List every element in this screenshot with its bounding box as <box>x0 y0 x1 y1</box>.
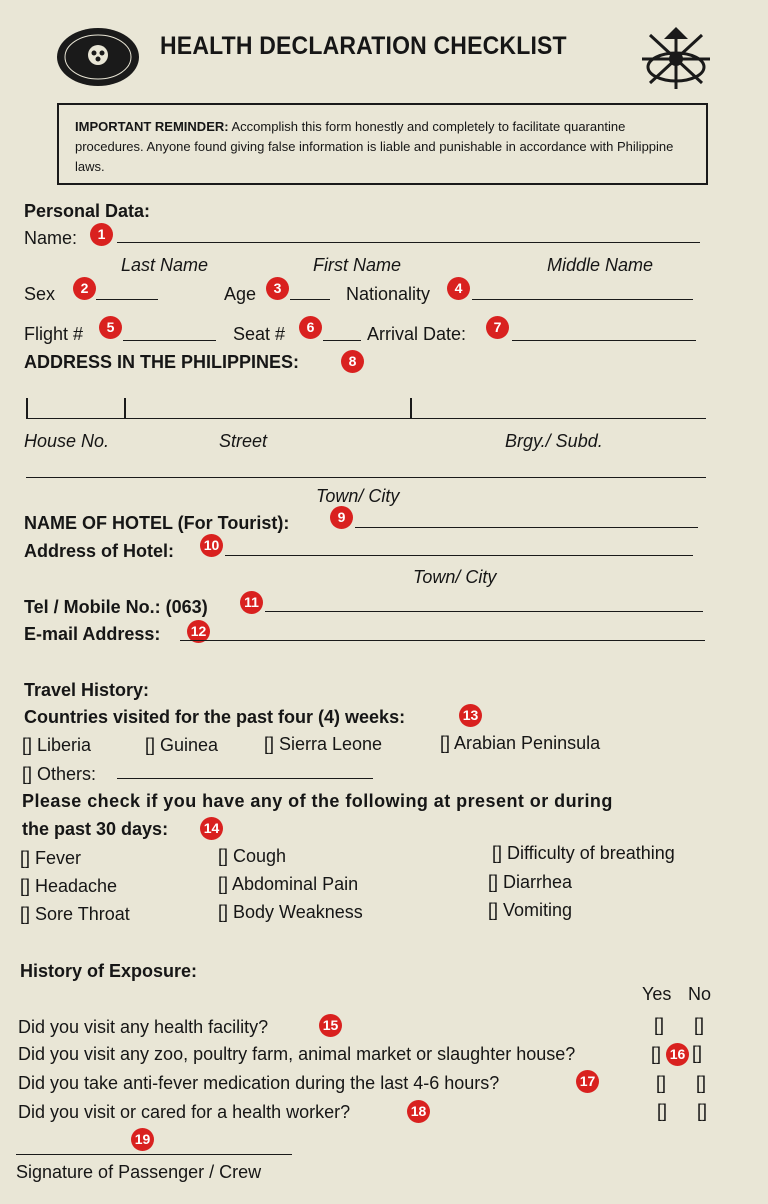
tel-label: Tel / Mobile No.: (063) <box>24 597 208 617</box>
quarantine-seal-icon <box>56 27 140 87</box>
marker-9: 9 <box>330 506 353 529</box>
personal-data-heading: Personal Data: <box>24 201 151 221</box>
name-field[interactable] <box>117 242 700 243</box>
form-title: HEALTH DECLARATION CHECKLIST <box>160 32 567 60</box>
hotel-address-field[interactable] <box>225 555 693 556</box>
symptom-fever-checkbox[interactable]: [] Fever <box>20 848 82 868</box>
reminder-body: Accomplish this form honestly and completely to facilitate quarantine procedures. Anyone found giving false information is liable and punishable in accordance with Philippine laws. <box>75 119 674 174</box>
middle-name-caption: Middle Name <box>547 255 654 275</box>
marker-5: 5 <box>99 316 122 339</box>
marker-14: 14 <box>200 817 223 840</box>
country-liberia-checkbox[interactable]: [] Liberia <box>22 735 92 755</box>
tel-field[interactable] <box>265 611 703 612</box>
travel-history-heading: Travel History: <box>24 680 150 700</box>
name-label: Name: <box>24 228 78 248</box>
q4-yes-checkbox[interactable]: [] <box>657 1101 668 1121</box>
no-column-header: No <box>688 984 712 1004</box>
brgy-caption: Brgy./ Subd. <box>505 431 603 451</box>
q4-no-checkbox[interactable]: [] <box>697 1101 708 1121</box>
flight-label: Flight # <box>24 324 84 344</box>
ship-wheel-logo-icon <box>634 25 718 93</box>
symptom-cough-checkbox[interactable]: [] Cough <box>218 846 287 866</box>
marker-12: 12 <box>187 620 210 643</box>
symptom-headache-checkbox[interactable]: [] Headache <box>20 876 118 896</box>
symptom-vomiting-checkbox[interactable]: [] Vomiting <box>488 900 573 920</box>
exposure-question-4: Did you visit or cared for a health worker? <box>18 1102 351 1122</box>
address-field[interactable] <box>26 418 706 419</box>
q1-no-checkbox[interactable]: [] <box>694 1015 705 1035</box>
divider <box>410 398 412 419</box>
arrival-date-field[interactable] <box>512 340 696 341</box>
marker-8: 8 <box>341 350 364 373</box>
divider <box>26 398 28 419</box>
others-field[interactable] <box>117 778 373 779</box>
exposure-heading: History of Exposure: <box>20 961 198 981</box>
seat-field[interactable] <box>323 340 361 341</box>
countries-question: Countries visited for the past four (4) weeks: <box>24 707 406 727</box>
q2-no-checkbox[interactable]: [] <box>692 1043 703 1063</box>
marker-15: 15 <box>319 1014 342 1037</box>
email-label: E-mail Address: <box>24 624 161 644</box>
yes-column-header: Yes <box>642 984 672 1004</box>
hotel-name-label: NAME OF HOTEL (For Tourist): <box>24 513 290 533</box>
hotel-address-label: Address of Hotel: <box>24 541 175 561</box>
symptom-body-weakness-checkbox[interactable]: [] Body Weakness <box>218 902 363 922</box>
hotel-name-field[interactable] <box>355 527 698 528</box>
exposure-question-3: Did you take anti-fever medication during the last 4-6 hours? <box>18 1073 500 1093</box>
important-reminder-box <box>57 103 708 185</box>
hotel-town-city-caption: Town/ City <box>413 567 497 587</box>
sex-label: Sex <box>24 284 56 304</box>
divider <box>124 398 126 419</box>
first-name-caption: First Name <box>313 255 402 275</box>
q1-yes-checkbox[interactable]: [] <box>654 1015 665 1035</box>
last-name-caption: Last Name <box>121 255 209 275</box>
marker-1: 1 <box>90 223 113 246</box>
town-city-field[interactable] <box>26 477 706 478</box>
seat-label: Seat # <box>233 324 286 344</box>
arrival-date-label: Arrival Date: <box>367 324 467 344</box>
reminder-label: IMPORTANT REMINDER: <box>75 119 229 134</box>
signature-label: Signature of Passenger / Crew <box>16 1162 262 1182</box>
marker-4: 4 <box>447 277 470 300</box>
symptom-sore-throat-checkbox[interactable]: [] Sore Throat <box>20 904 130 924</box>
house-no-caption: House No. <box>24 431 110 451</box>
exposure-question-2: Did you visit any zoo, poultry farm, animal market or slaughter house? <box>18 1044 576 1064</box>
country-arabian-peninsula-checkbox[interactable]: [] Arabian Peninsula <box>440 733 601 753</box>
symptom-diarrhea-checkbox[interactable]: [] Diarrhea <box>488 872 573 892</box>
marker-17: 17 <box>576 1070 599 1093</box>
nationality-label: Nationality <box>346 284 431 304</box>
marker-19: 19 <box>131 1128 154 1151</box>
symptom-difficulty-breathing-checkbox[interactable]: [] Difficulty of breathing <box>492 843 675 863</box>
age-label: Age <box>224 284 257 304</box>
q2-yes-checkbox[interactable]: [] <box>651 1044 662 1064</box>
marker-7: 7 <box>486 316 509 339</box>
street-caption: Street <box>219 431 268 451</box>
town-city-caption: Town/ City <box>316 486 400 506</box>
exposure-question-1: Did you visit any health facility? <box>18 1017 269 1037</box>
marker-3: 3 <box>266 277 289 300</box>
flight-field[interactable] <box>123 340 216 341</box>
country-sierra-leone-checkbox[interactable]: [] Sierra Leone <box>264 734 383 754</box>
symptoms-question-line2: the past 30 days: <box>22 819 169 839</box>
marker-2: 2 <box>73 277 96 300</box>
symptom-abdominal-pain-checkbox[interactable]: [] Abdominal Pain <box>218 874 359 894</box>
address-heading: ADDRESS IN THE PHILIPPINES: <box>24 352 300 372</box>
marker-13: 13 <box>459 704 482 727</box>
marker-6: 6 <box>299 316 322 339</box>
age-field[interactable] <box>290 299 330 300</box>
marker-16: 16 <box>666 1043 689 1066</box>
country-others-checkbox[interactable]: [] Others: <box>22 764 97 784</box>
signature-field[interactable] <box>16 1154 292 1155</box>
marker-18: 18 <box>407 1100 430 1123</box>
q3-no-checkbox[interactable]: [] <box>696 1073 707 1093</box>
q3-yes-checkbox[interactable]: [] <box>656 1073 667 1093</box>
country-guinea-checkbox[interactable]: [] Guinea <box>145 735 219 755</box>
sex-field[interactable] <box>96 299 158 300</box>
marker-11: 11 <box>240 591 263 614</box>
reminder-text <box>75 117 695 177</box>
symptoms-question-line1: Please check if you have any of the following at present or during <box>22 791 613 811</box>
email-field[interactable] <box>180 640 705 641</box>
marker-10: 10 <box>200 534 223 557</box>
nationality-field[interactable] <box>472 299 693 300</box>
